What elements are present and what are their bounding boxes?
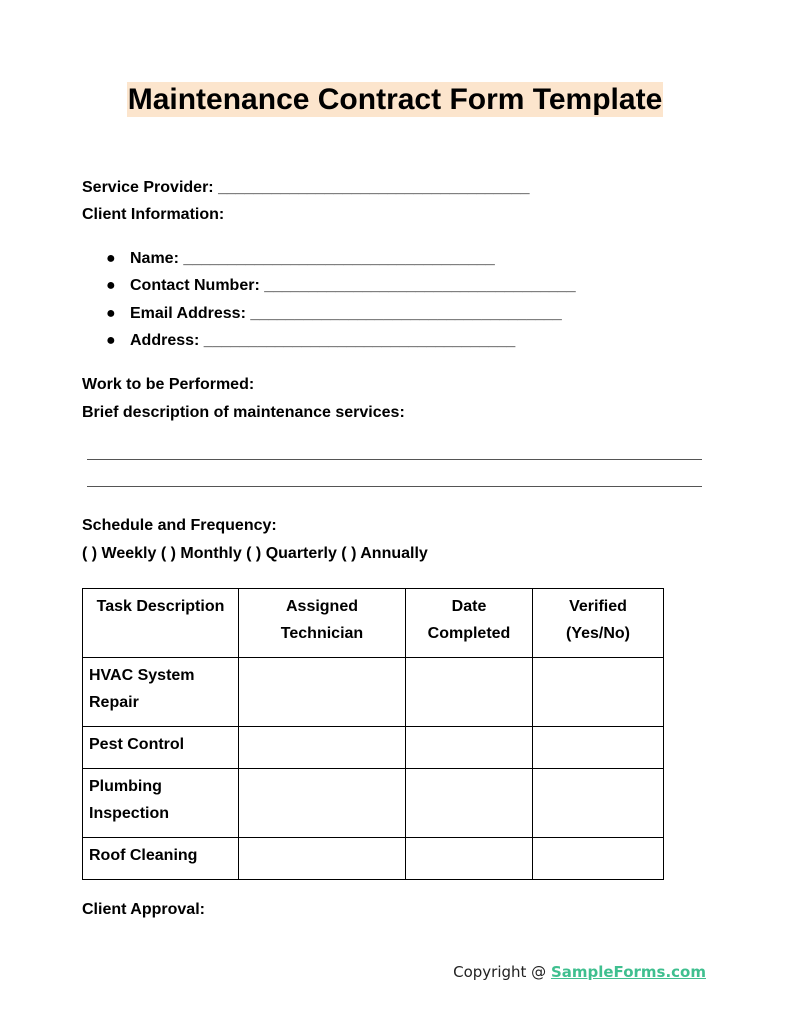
date-cell[interactable]: [406, 838, 533, 880]
technician-cell[interactable]: [239, 769, 406, 838]
task-cell: HVAC System Repair: [83, 658, 239, 727]
technician-cell[interactable]: [239, 658, 406, 727]
task-cell: Roof Cleaning: [83, 838, 239, 880]
table-row: [83, 658, 664, 727]
column-header: Verified (Yes/No): [533, 589, 664, 658]
verified-cell[interactable]: [533, 727, 664, 769]
table-header-row: [83, 589, 664, 658]
task-cell: Pest Control: [83, 727, 239, 769]
brand-link[interactable]: SampleForms.com: [550, 963, 706, 981]
copyright-prefix: Copyright @: [453, 963, 551, 981]
table-row: [83, 838, 664, 880]
technician-cell[interactable]: [239, 727, 406, 769]
date-cell[interactable]: [406, 727, 533, 769]
column-header: Date Completed: [406, 589, 533, 658]
technician-cell[interactable]: [239, 838, 406, 880]
verified-cell[interactable]: [533, 769, 664, 838]
copyright-footer: [453, 962, 706, 982]
description-line: [87, 486, 702, 487]
column-header: Assigned Technician: [239, 589, 406, 658]
description-line: [87, 459, 702, 460]
column-header: Task Description: [83, 589, 239, 658]
verified-cell[interactable]: [533, 658, 664, 727]
task-table: [82, 588, 664, 880]
schedule-heading: Schedule and Frequency:: [82, 517, 277, 534]
work-heading: Work to be Performed:: [82, 376, 255, 393]
service-provider-field: Service Provider: ___________________________________: [82, 179, 530, 196]
bullet-icon: ●: [106, 305, 116, 322]
date-cell[interactable]: [406, 658, 533, 727]
frequency-options: ( ) Weekly ( ) Monthly ( ) Quarterly ( ) Annually: [82, 545, 428, 562]
client-approval-label: Client Approval:: [82, 901, 205, 918]
title-block: [0, 82, 790, 117]
task-cell: Plumbing Inspection: [83, 769, 239, 838]
client-email-field: Email Address: ___________________________________: [130, 305, 562, 322]
table-row: [83, 769, 664, 838]
page-title: Maintenance Contract Form Template: [127, 83, 663, 116]
client-information-heading: Client Information:: [82, 206, 225, 223]
date-cell[interactable]: [406, 769, 533, 838]
bullet-icon: ●: [106, 250, 116, 267]
work-description-label: Brief description of maintenance services:: [82, 404, 405, 421]
client-name-field: Name: ___________________________________: [130, 250, 495, 267]
verified-cell[interactable]: [533, 838, 664, 880]
bullet-icon: ●: [106, 332, 116, 349]
table-row: [83, 727, 664, 769]
client-address-field: Address: ___________________________________: [130, 332, 516, 349]
client-contact-number-field: Contact Number: ___________________________________: [130, 277, 576, 294]
bullet-icon: ●: [106, 277, 116, 294]
